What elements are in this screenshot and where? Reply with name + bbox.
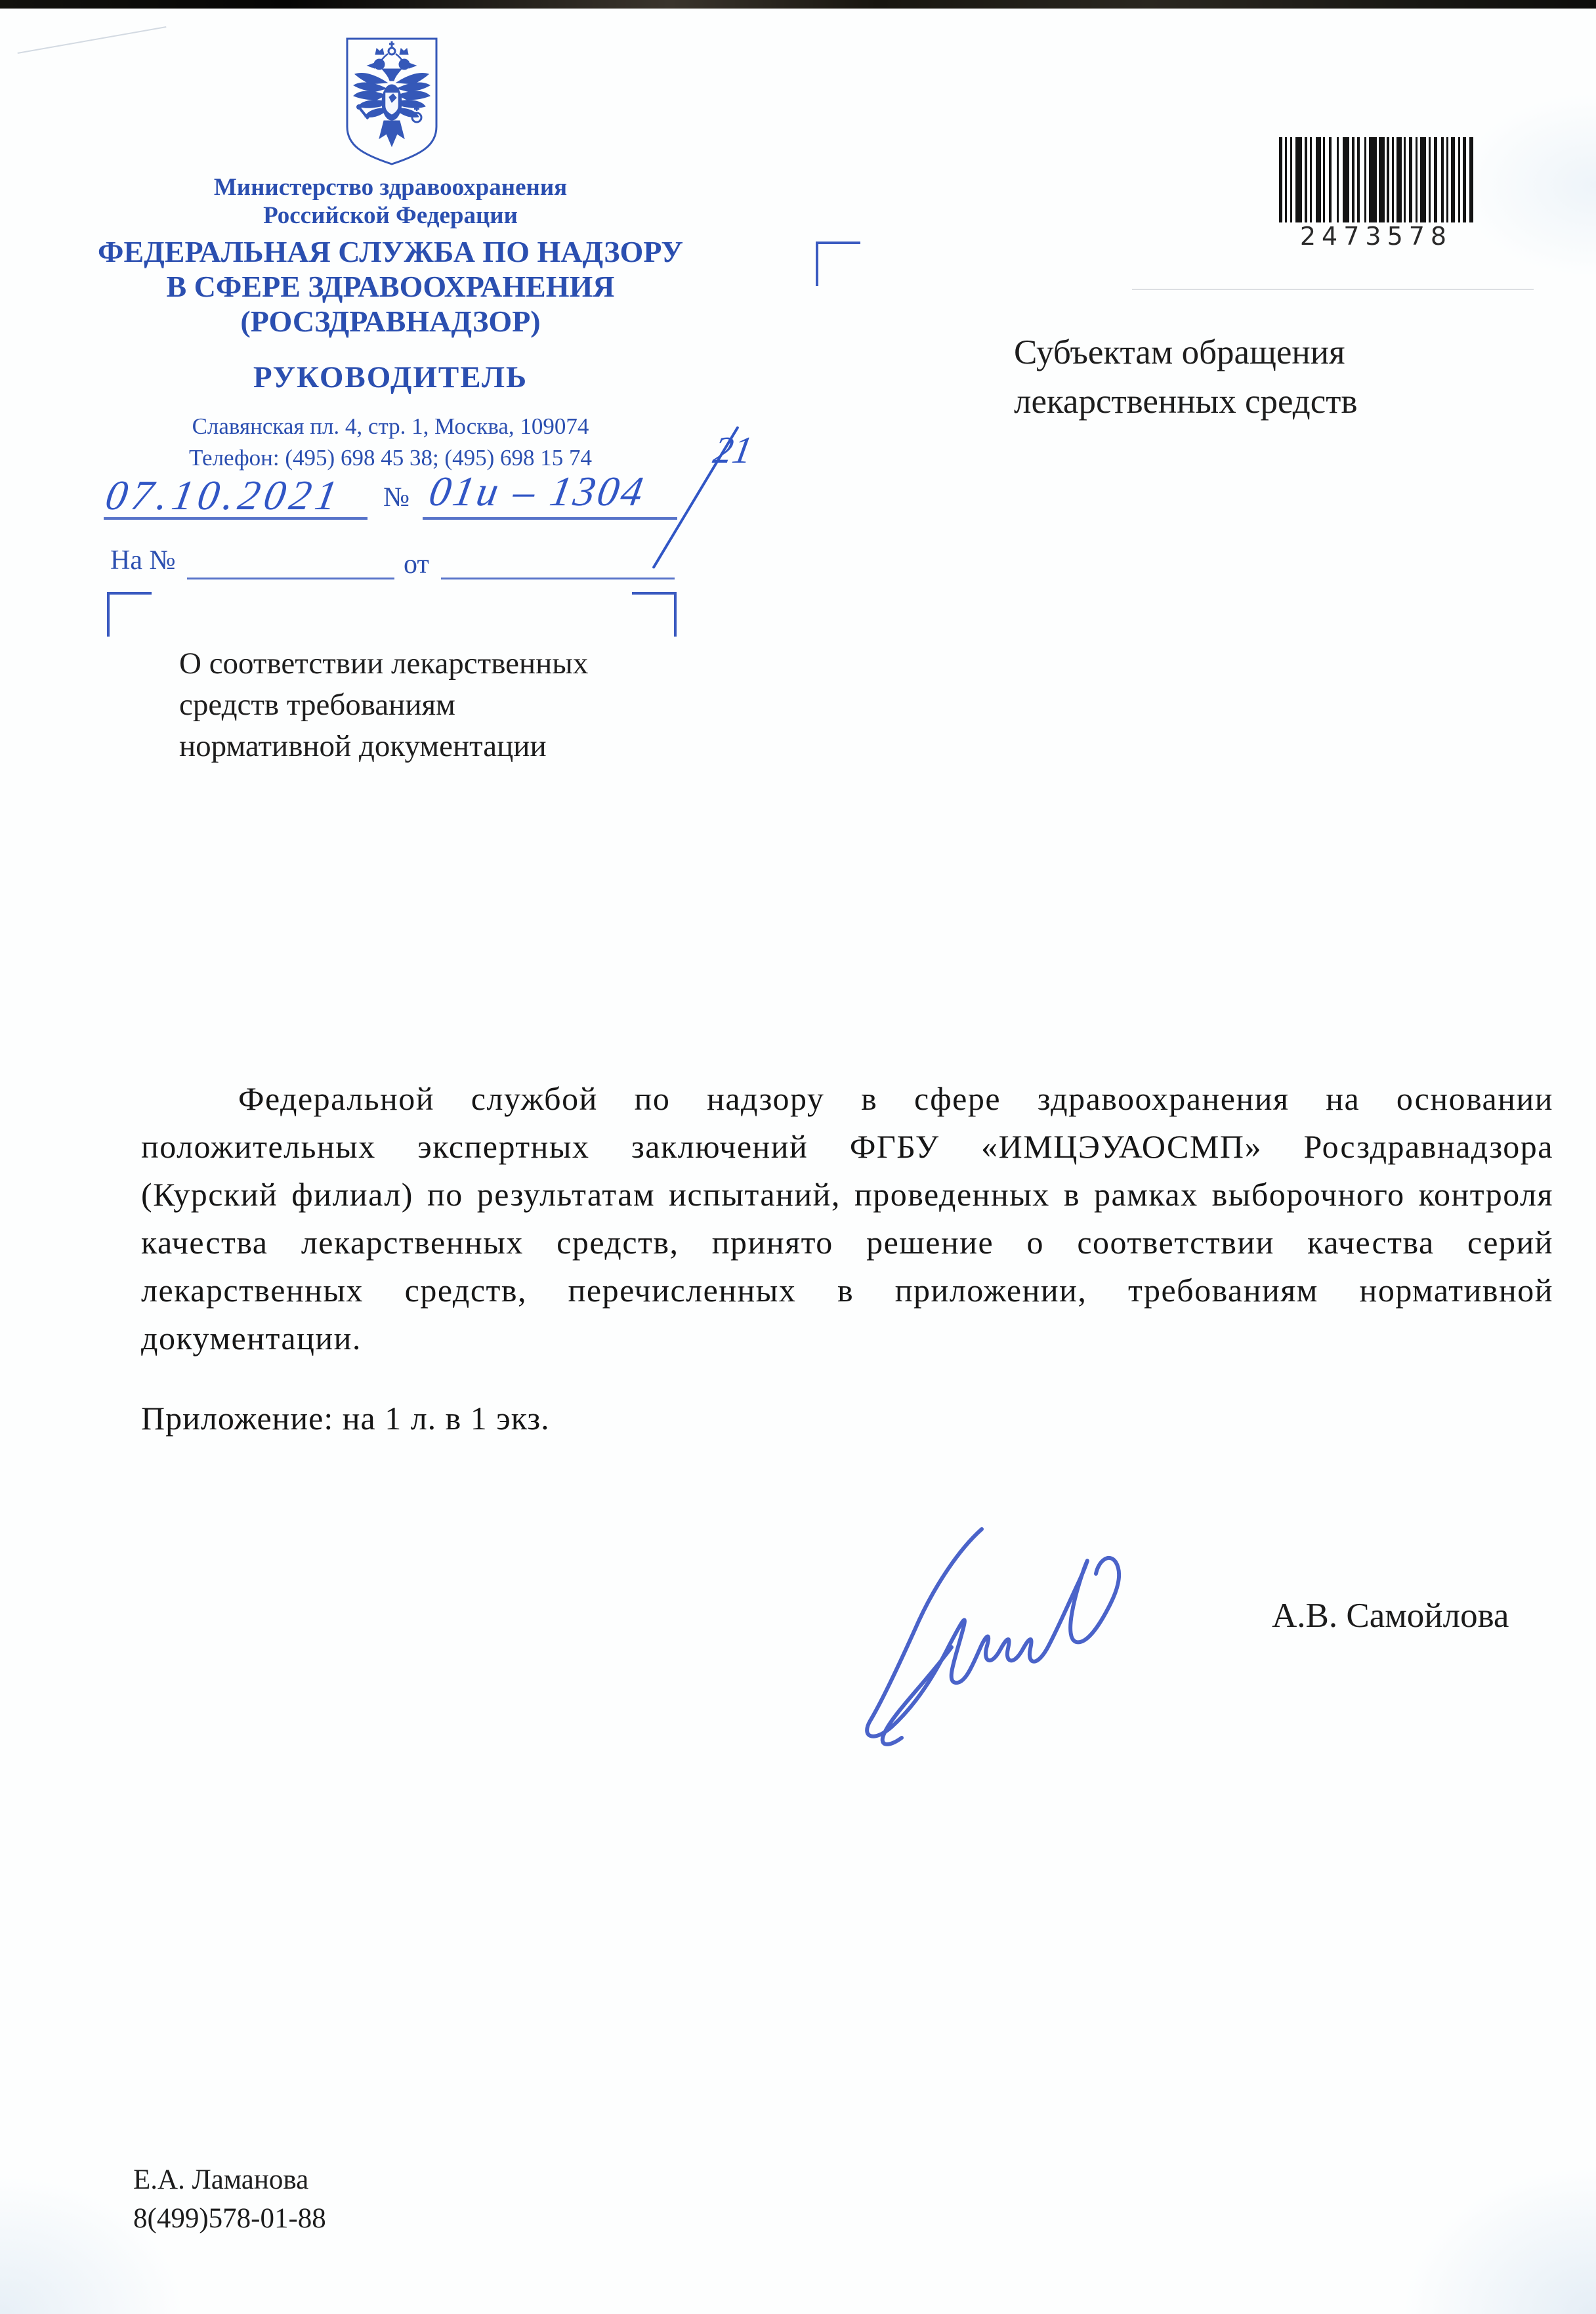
- executor-block: [133, 2160, 326, 2238]
- number-underline: [423, 517, 677, 520]
- signer-name: А.В. Самойлова: [1272, 1597, 1509, 1635]
- barcode-number: 2473578: [1299, 222, 1453, 251]
- reply-to-label: На №: [110, 545, 176, 576]
- signature-icon: [853, 1509, 1208, 1759]
- letterhead-address: Славянская пл. 4, стр. 1, Москва, 109074: [192, 413, 589, 439]
- service-name: [92, 234, 689, 339]
- address-zone-corner-mark: [816, 242, 860, 286]
- date-underline: [104, 517, 368, 520]
- ministry-line2: Российской Федерации: [263, 202, 518, 229]
- reply-number-blank: [187, 578, 394, 579]
- handwritten-number-suffix: 21: [710, 429, 756, 471]
- ministry-name: [92, 173, 689, 230]
- coat-of-arms-icon: [341, 33, 443, 170]
- handwritten-date: 07.10.2021: [102, 472, 346, 518]
- scan-scratch-mark: [18, 26, 167, 54]
- executor-name: Е.А. Ламанова: [133, 2164, 309, 2195]
- body-paragraph: Федеральной службой по надзору в сфере здравоохранения на основании положительных экспертных заключений ФГБУ «ИМЦЭУАОСМП» Росздравнадзора (Курский филиал) по результатам испытаний, проведенных в рамках выборочного контроля качества лекарственных средств, принято решение о соответствии качества серий лекарственных средств, перечисленных в приложении, требованиям нормативной документации.: [141, 1080, 1553, 1357]
- barcode-icon: [1279, 137, 1473, 222]
- scan-fold-line: [1132, 289, 1534, 290]
- subject-line2: средств требованиям: [179, 688, 455, 722]
- text-zone-corner-mark-right: [632, 592, 677, 637]
- recipient-block: [1014, 328, 1357, 427]
- reply-date-blank: [441, 578, 675, 579]
- service-line3: (РОСЗДРАВНАДЗОР): [240, 305, 541, 338]
- service-line1: ФЕДЕРАЛЬНАЯ СЛУЖБА ПО НАДЗОРУ: [97, 235, 684, 268]
- text-zone-corner-mark-left: [107, 592, 152, 637]
- service-line2: В СФЕРЕ ЗДРАВООХРАНЕНИЯ: [166, 270, 615, 303]
- position-title: РУКОВОДИТЕЛЬ: [253, 360, 528, 394]
- subject-line3: нормативной документации: [179, 729, 547, 763]
- handwritten-number: 01и – 1304: [425, 468, 650, 515]
- reply-from-label: от: [404, 549, 429, 579]
- letterhead-contacts: [92, 411, 689, 474]
- recipient-line1: Субъектам обращения: [1014, 333, 1345, 371]
- ministry-line1: Министерство здравоохранения: [213, 174, 568, 201]
- scan-edge-strip: [0, 0, 1596, 9]
- executor-phone: 8(499)578-01-88: [133, 2203, 326, 2234]
- letterhead-phone: Телефон: (495) 698 45 38; (495) 698 15 74: [189, 445, 592, 471]
- attachment-note: Приложение: на 1 л. в 1 экз.: [141, 1400, 550, 1437]
- subject-block: [179, 643, 588, 767]
- number-sign: №: [383, 482, 410, 513]
- recipient-line2: лекарственных средств: [1014, 383, 1358, 421]
- subject-line1: О соответствии лекарственных: [179, 646, 589, 681]
